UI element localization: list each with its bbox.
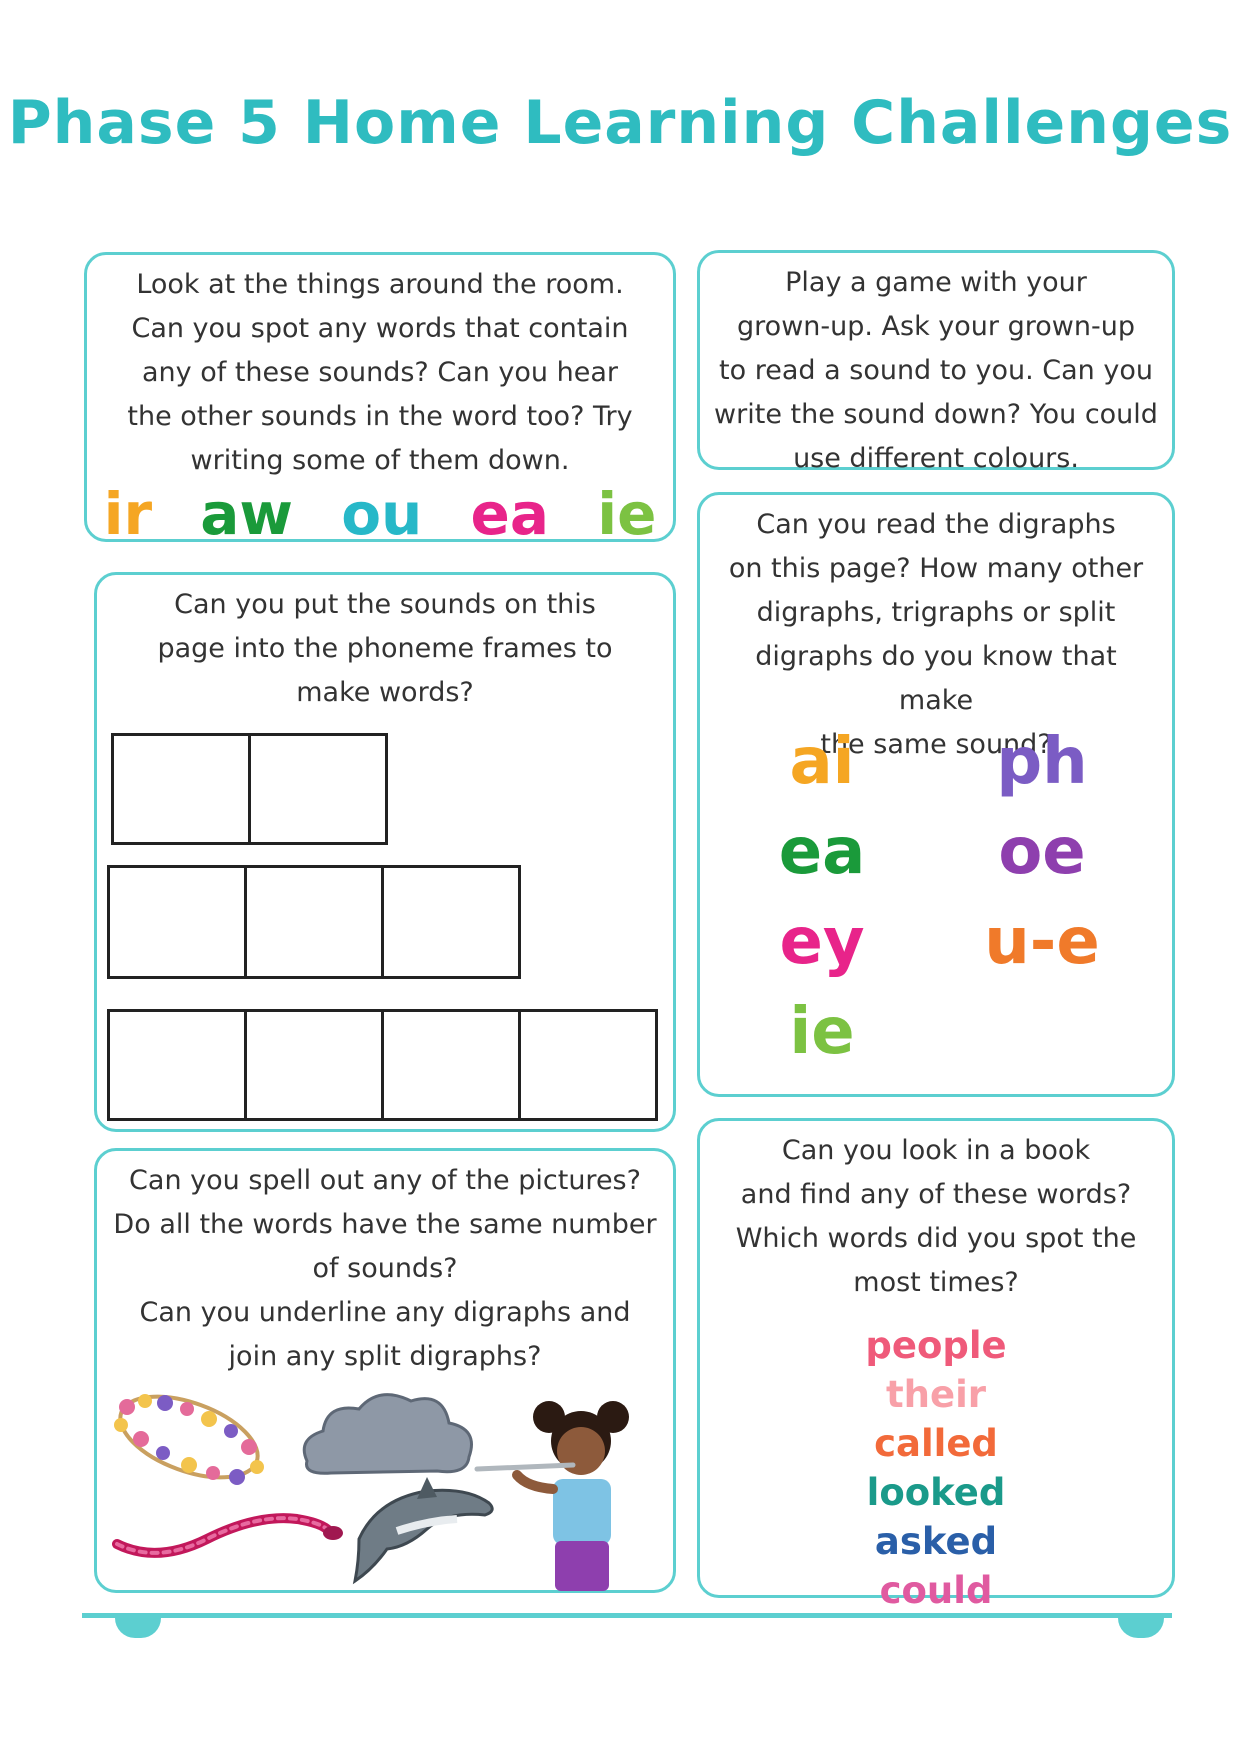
instruction-line: any of these sounds? Can you hear [142, 357, 618, 388]
instruction-line: on this page? How many other [728, 553, 1144, 584]
snake-picture [117, 1518, 343, 1553]
phoneme-frame-box[interactable] [381, 1009, 521, 1121]
instruction-line: write the sound down? You could [714, 399, 1158, 430]
word-their: their [885, 1373, 987, 1416]
challenge-panel-spell-pictures [94, 1148, 676, 1593]
digraph-ai: ai [789, 725, 855, 799]
instruction-line: grown-up. Ask your grown-up [737, 311, 1135, 342]
instruction-line: most times? [853, 1267, 1019, 1298]
instruction-line: Look at the things around the room. [136, 269, 624, 300]
instruction-line: digraphs, trigraphs or split [756, 597, 1116, 628]
phoneme-frame-box[interactable] [381, 865, 521, 979]
challenge-panel-phoneme-frames [94, 572, 676, 1132]
instruction-line: Can you look in a book [781, 1135, 1091, 1166]
instruction-line: of sounds? [312, 1253, 458, 1284]
instruction-line: to read a sound to you. Can you [719, 355, 1153, 386]
instruction-line: Play a game with your [785, 267, 1087, 298]
phoneme-frame-box[interactable] [107, 865, 247, 979]
challenge-panel-digraphs [697, 492, 1175, 1097]
sound-ea: ea [470, 480, 550, 548]
dolphin-picture [355, 1477, 492, 1581]
challenge-panel-sound-game [697, 250, 1175, 474]
instruction-line: Can you read the digraphs [756, 509, 1116, 540]
instruction-line: Can you put the sounds on this [174, 589, 596, 620]
digraph-ea: ea [778, 815, 866, 889]
phoneme-frame-box[interactable] [111, 733, 251, 845]
sound-ie: ie [597, 480, 657, 548]
word-looked: looked [866, 1471, 1006, 1514]
instruction-line: Can you spot any words that contain [131, 313, 629, 344]
panel-instructions [97, 575, 673, 715]
instruction-line: digraphs do you know that make [755, 641, 1117, 716]
footer-decoration-right [1118, 1618, 1164, 1638]
instruction-line: and find any of these words? [740, 1179, 1132, 1210]
instruction-line: use different colours. [793, 443, 1079, 474]
instruction-line: writing some of them down. [190, 445, 570, 476]
digraph-ph: ph [996, 725, 1088, 799]
word-called: called [874, 1422, 998, 1465]
panel-instructions [87, 255, 673, 483]
word-people: people [865, 1324, 1007, 1367]
sound-ir: ir [103, 480, 153, 548]
panel-instructions [700, 253, 1172, 481]
instruction-line: Can you spell out any of the pictures? [129, 1165, 641, 1196]
lei-picture [110, 1380, 269, 1493]
page-title: Phase 5 Home Learning Challenges [7, 88, 1233, 158]
phoneme-frame-box[interactable] [244, 865, 384, 979]
instruction-line: Do all the words have the same number [113, 1209, 657, 1240]
phoneme-frame-box[interactable] [518, 1009, 658, 1121]
phoneme-frame-box[interactable] [107, 1009, 247, 1121]
challenge-panel-spot-sounds [84, 252, 676, 548]
digraph-oe: oe [998, 815, 1086, 889]
panel-instructions [700, 1121, 1172, 1305]
word-could: could [879, 1569, 993, 1612]
word-list [700, 1321, 1172, 1615]
instruction-line: make words? [296, 677, 474, 708]
instruction-line: join any split digraphs? [228, 1341, 542, 1372]
instruction-line: page into the phoneme frames to [157, 633, 613, 664]
sound-aw: aw [200, 480, 293, 548]
pictures-illustration [97, 1379, 673, 1594]
challenge-panel-book-words [697, 1118, 1175, 1612]
digraph-ey: ey [779, 905, 865, 979]
girl-with-flute-picture [477, 1401, 629, 1591]
instruction-line: the same sound? [820, 729, 1052, 760]
sounds-row [87, 480, 673, 548]
instruction-line: Can you underline any digraphs and [139, 1297, 631, 1328]
footer-decoration-left [115, 1618, 161, 1638]
instruction-line: the other sounds in the word too? Try [127, 401, 633, 432]
panel-instructions [97, 1151, 673, 1379]
word-asked: asked [874, 1520, 998, 1563]
footer-divider [82, 1613, 1172, 1618]
phoneme-frame-box[interactable] [248, 733, 388, 845]
cloud-picture [304, 1395, 471, 1474]
digraph-u-e: u-e [984, 905, 1100, 979]
sound-ou: ou [341, 480, 423, 548]
phoneme-frame-box[interactable] [244, 1009, 384, 1121]
digraph-ie: ie [789, 995, 855, 1069]
instruction-line: Which words did you spot the [735, 1223, 1137, 1254]
